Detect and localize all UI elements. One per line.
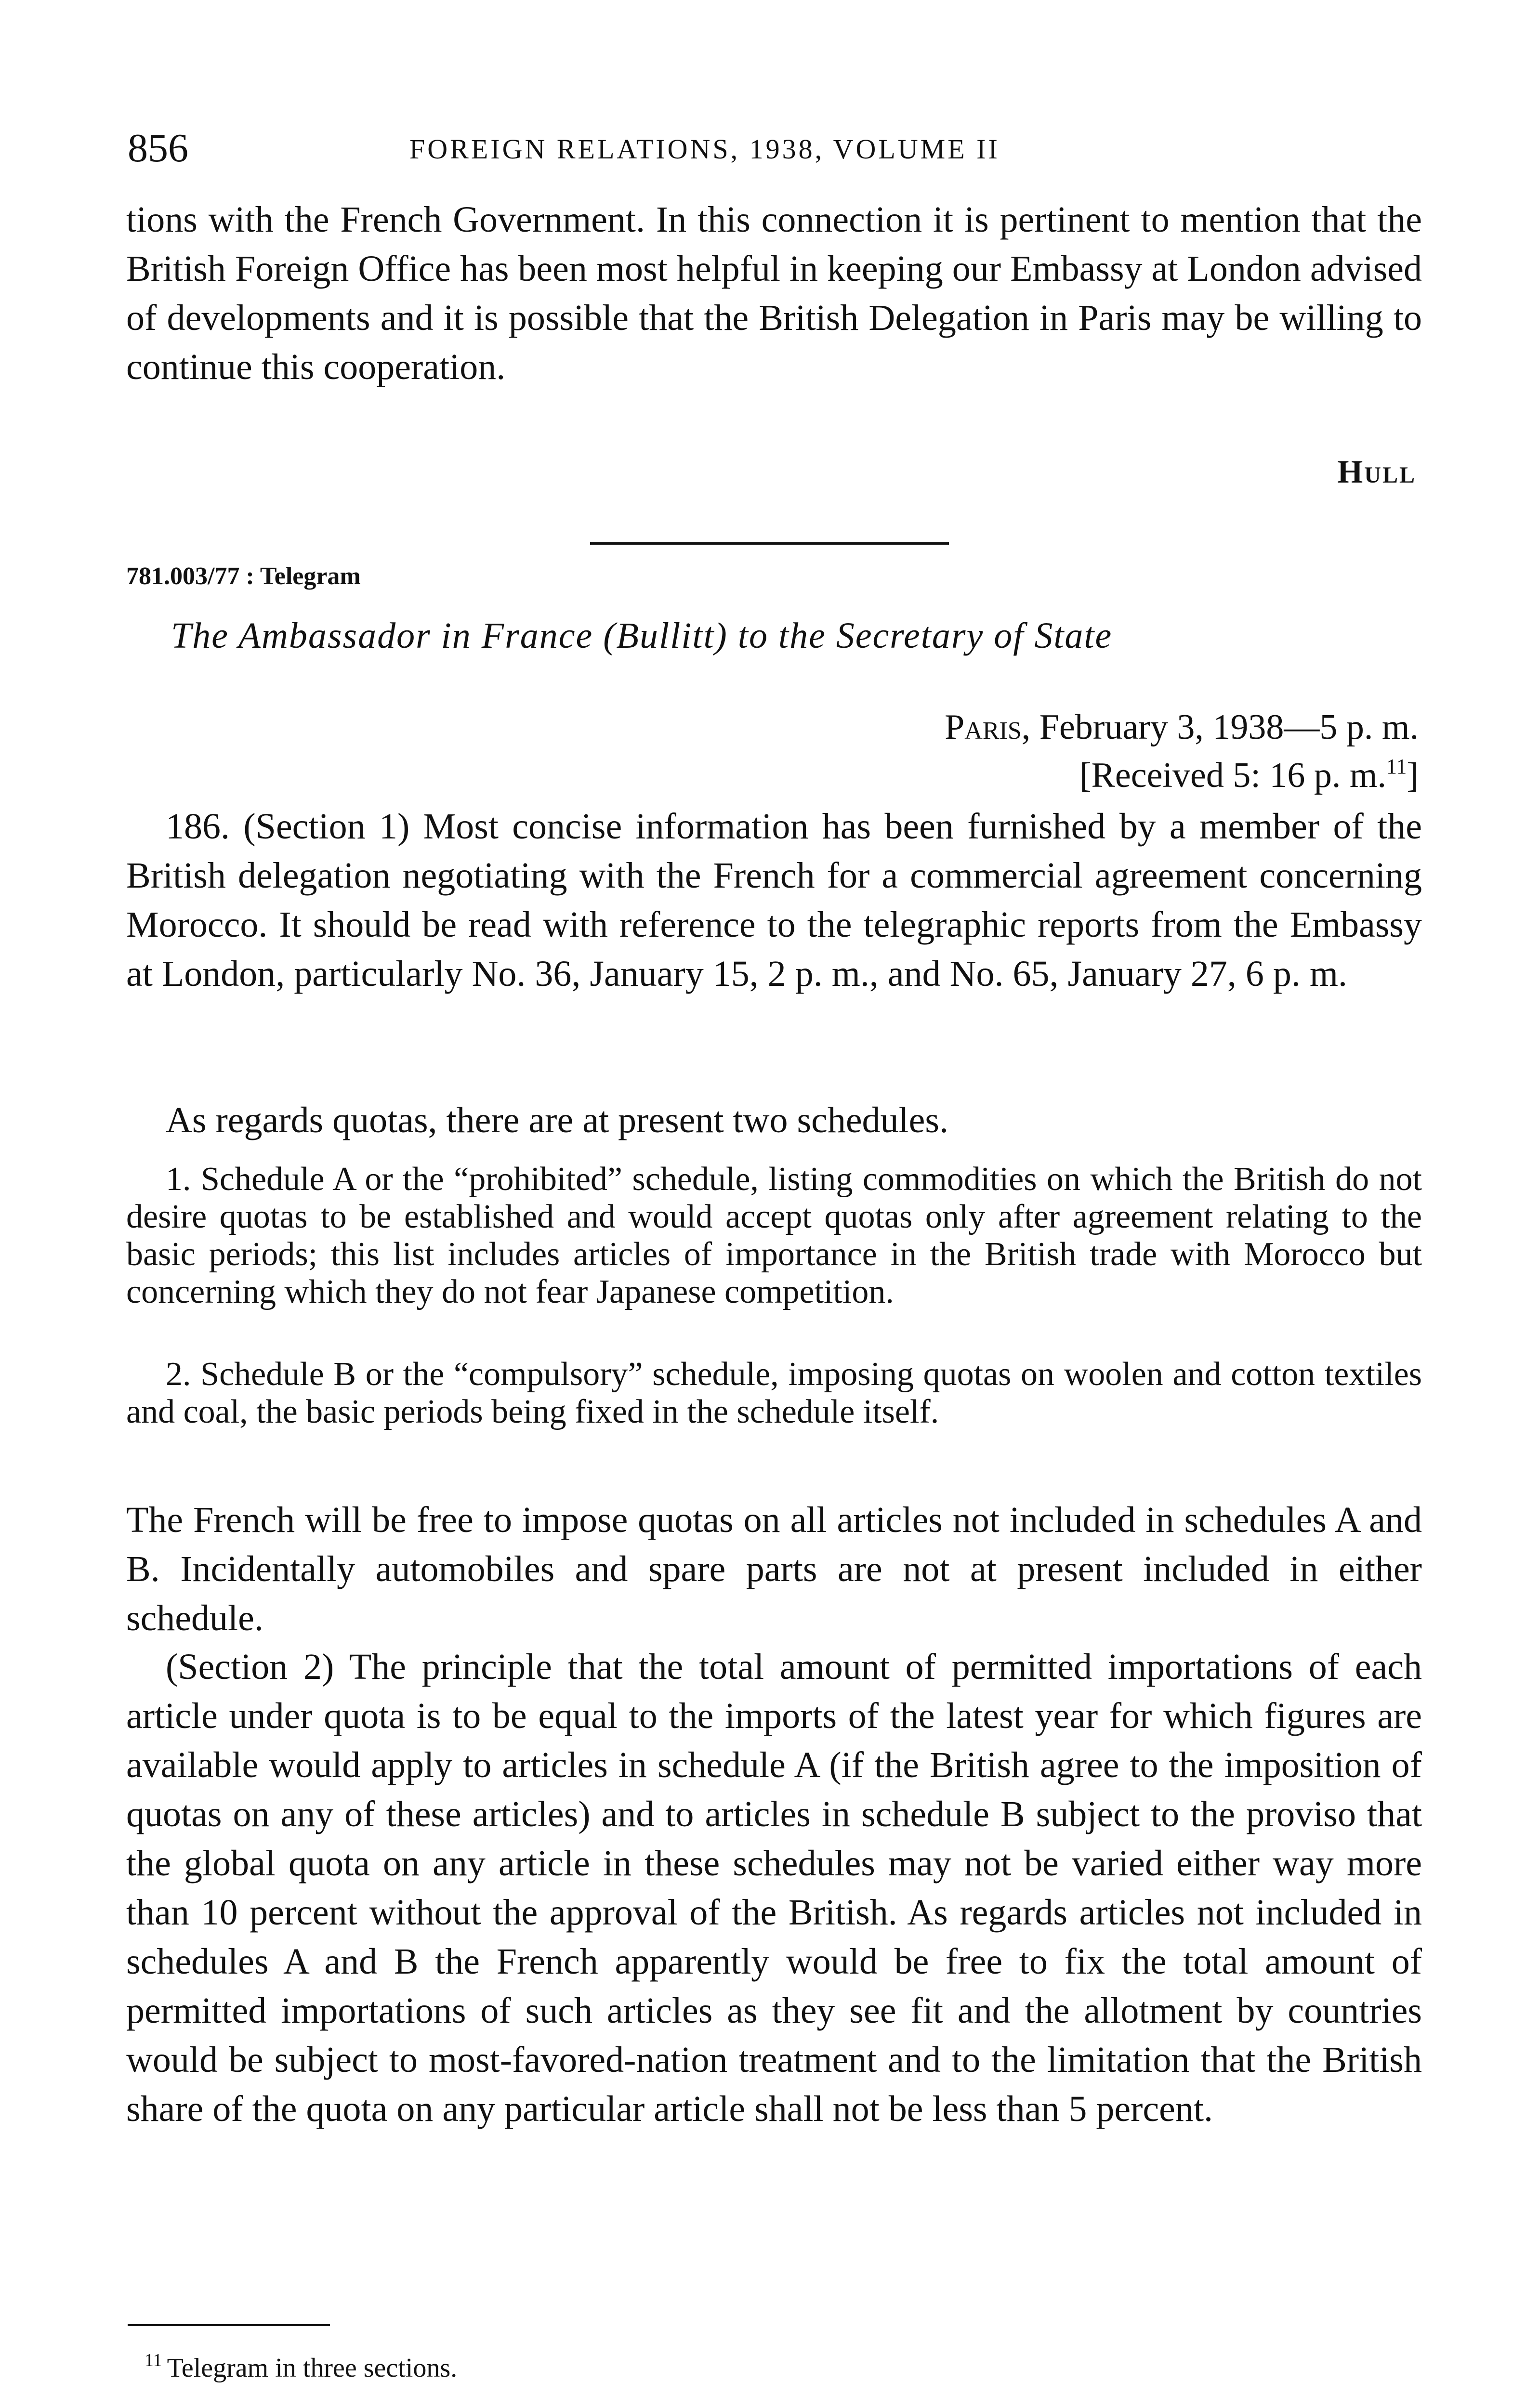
dateline-date: February 3, 1938—5 p. m. — [1030, 707, 1419, 747]
file-reference: 781.003/77 : Telegram — [126, 563, 361, 590]
dateline — [780, 706, 1419, 749]
footnote — [145, 2350, 457, 2386]
schedule-a-item: 1. Schedule A or the “prohibited” schedule, listing commodities on which the British do not desire quotas to be established and would accept quotas only after agreement relating to the basic periods; this list includes articles of importance in the British trade with Morocco but concerning which they do not fear Japanese competition. — [126, 1161, 1422, 1310]
page-number: 856 — [128, 126, 188, 170]
dateline-place: Paris, — [945, 707, 1031, 747]
paragraph-186: 186. (Section 1) Most concise information has been furnished by a member of the British delegation negotiating with the French for a commercial agreement concerning Morocco. It should be read with reference to the telegraphic reports from the Embassy at London, particularly No. 36, January 15, 2 p. m., and No. 65, January 27, 6 p. m. — [126, 806, 1422, 994]
footnote-text: Telegram in three sections. — [167, 2353, 458, 2383]
section-divider — [590, 542, 949, 545]
footnote-reference: 11 — [1386, 755, 1407, 778]
running-title: FOREIGN RELATIONS, 1938, VOLUME II — [409, 133, 1000, 165]
continuation-paragraph: tions with the French Government. In this connection it is pertinent to mention that the British Foreign Office has been most helpful in keeping our Embassy at London advised of developments and it is possible that the British Delegation in Paris may be willing to continue this cooperation. — [126, 199, 1422, 387]
document-heading: The Ambassador in France (Bullitt) to the Secretary of State — [171, 615, 1113, 656]
footnote-rule — [128, 2324, 330, 2326]
received-line — [795, 754, 1419, 797]
received-text: [Received 5: 16 p. m. — [1079, 756, 1386, 795]
paragraph-section-2: (Section 2) The principle that the total amount of permitted importations of each article under quota is to be equal to the imports of the latest year for which figures are available would apply to articles in schedule A (if the British agree to the imposition of quotas on any of these articles) and to articles in schedule B subject to the proviso that the global quota on any article in these schedules may not be varied either way more than 10 percent without the approval of the British. As regards articles not included in schedules A and B the French apparently would be free to fix the total amount of permitted importations of such articles as they see fit and the allotment by countries would be subject to most-favored-nation treatment and to the limitation that the British share of the quota on any particular article shall not be less than 5 percent. — [126, 1647, 1422, 2129]
paragraph-french-free: The French will be free to impose quotas on all articles not included in schedules A and B. Incidentally automobiles and spare parts are not at present included in either schedule. — [126, 1500, 1422, 1638]
paragraph-quotas: As regards quotas, there are at present two schedules. — [166, 1100, 948, 1140]
signature: Hull — [1337, 453, 1416, 490]
running-header — [128, 124, 1419, 177]
footnote-marker: 11 — [145, 2350, 162, 2370]
received-close: ] — [1407, 756, 1419, 795]
schedule-b-item: 2. Schedule B or the “compulsory” schedule, imposing quotas on woolen and cotton textiles and coal, the basic periods being fixed in the schedule itself. — [126, 1356, 1422, 1430]
